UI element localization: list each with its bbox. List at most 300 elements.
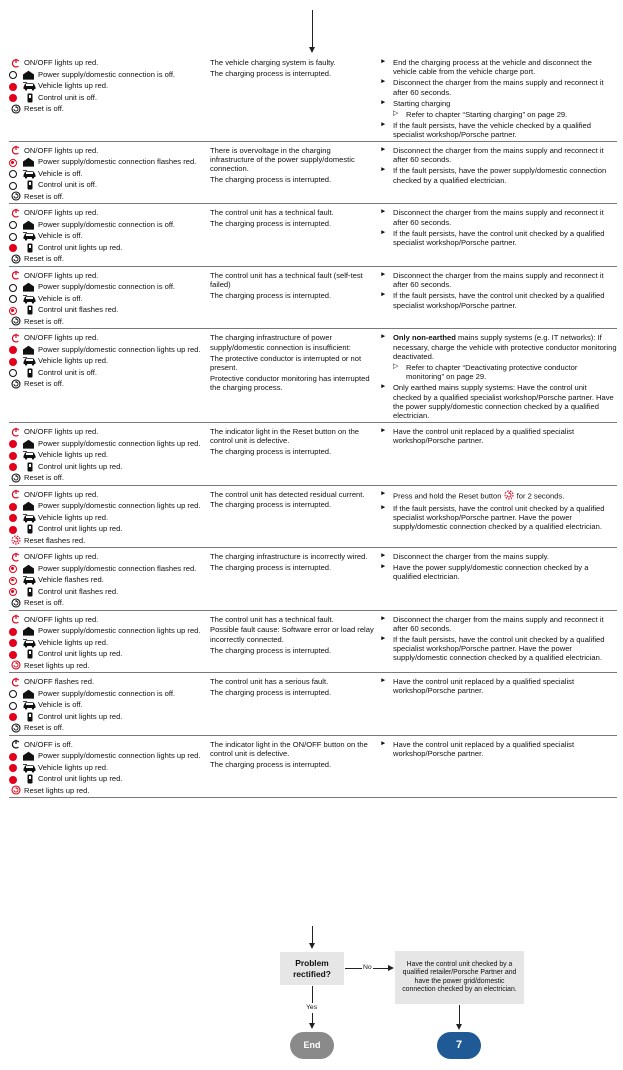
fault-table [9, 54, 617, 798]
red-dot-icon [9, 83, 17, 91]
fault-row [9, 142, 617, 205]
cause-text: The charging process is interrupted. [210, 175, 332, 185]
car-icon [22, 450, 37, 460]
remedy-text-main: Refer to chapter “Starting charging” on page 29. [406, 109, 568, 119]
red-dot-icon [9, 713, 17, 721]
cross-reference [393, 363, 617, 382]
status-indicator-dot [9, 294, 20, 305]
control-unit-icon [22, 462, 37, 472]
remedy-column [380, 552, 617, 610]
status-text: Power supply/domestic connection is off. [38, 688, 176, 698]
remedy-text-main: Disconnect the charger from the mains supply and reconnect it after 60 seconds. [393, 208, 604, 227]
power-button-icon [9, 146, 22, 155]
remedy-text [393, 166, 617, 185]
remedy-step [380, 58, 617, 77]
reference-arrow-icon: ▷ [393, 109, 399, 117]
cause-column [210, 333, 380, 422]
red-dot-icon [9, 94, 17, 102]
control-unit-icon [22, 305, 37, 315]
off-dot-icon [9, 690, 17, 698]
status-text: Reset lights up red. [24, 660, 90, 670]
status-indicator-dot [9, 81, 20, 92]
cause-column [210, 146, 380, 204]
status-line-onoff [9, 677, 206, 689]
cross-reference [393, 110, 617, 119]
status-text: ON/OFF lights up red. [24, 208, 99, 218]
bullet-arrow-icon: ► [380, 333, 387, 341]
status-indicator-dot [9, 220, 20, 231]
indicator-status-column [9, 615, 210, 673]
remedy-step [380, 740, 617, 759]
status-text: ON/OFF lights up red. [24, 58, 99, 67]
bullet-arrow-icon: ► [380, 427, 387, 435]
bullet-arrow-icon: ► [380, 208, 387, 216]
status-indicator-dot [9, 587, 20, 598]
remedy-text [393, 146, 617, 165]
off-dot-icon [9, 182, 17, 190]
car-icon [22, 231, 37, 241]
status-line-onoff [9, 552, 206, 564]
cause-column [210, 208, 380, 266]
cause-text: The indicator light in the ON/OFF button on the control unit is defective. [210, 739, 368, 758]
status-line-vehicle [9, 700, 206, 712]
cause-column [210, 427, 380, 485]
status-text: Control unit lights up red. [38, 524, 123, 534]
bullet-arrow-icon: ► [380, 120, 387, 128]
red-dot-icon [9, 358, 17, 366]
remedy-text-main: If the fault persists, have the power supply/domestic connection checked by a qualified electrician. [393, 166, 607, 185]
car-icon [22, 294, 37, 304]
decision-in-arrowhead [309, 943, 315, 949]
cause-text: The control unit has a technical fault (self-test failed) [210, 270, 363, 290]
house-icon [22, 282, 37, 292]
cause-column [210, 490, 380, 548]
remedy-step [380, 166, 617, 185]
status-line-vehicle [9, 81, 206, 93]
house-icon [22, 220, 37, 230]
status-line-reset [9, 192, 206, 204]
reset-button-icon [9, 104, 22, 113]
remedy-step [380, 677, 617, 696]
status-text: Vehicle lights up red. [38, 356, 109, 366]
status-line-vehicle [9, 638, 206, 650]
house-icon [22, 157, 37, 167]
status-text: Reset lights up red. [24, 785, 90, 795]
status-line-power [9, 345, 206, 357]
red-dot-icon [9, 526, 17, 534]
status-text: Power supply/domestic connection lights up red. [38, 501, 201, 511]
cause-column [210, 58, 380, 141]
remedy-text-main: Only earthed mains supply systems: Have the control unit checked by a qualified specialist workshop/Porsche partner. Have the power supply/domestic connection checked by a qualified electrician. [393, 383, 614, 421]
control-unit-icon [22, 587, 37, 597]
status-text: Power supply/domestic connection flashes red. [38, 157, 197, 167]
status-line-control [9, 93, 206, 105]
cause-text: The indicator light in the Reset button on the control unit is defective. [210, 427, 360, 446]
house-icon [22, 345, 37, 355]
remedy-column [380, 427, 617, 485]
remedy-text-main: Have the control unit replaced by a qualified specialist workshop/Porsche partner. [393, 677, 575, 696]
reset-button-icon [9, 317, 22, 326]
yes-branch-arrowhead [309, 1023, 315, 1029]
remedy-text-main: End the charging process at the vehicle and disconnect the vehicle cable from the vehicle charge port. [393, 58, 592, 77]
status-line-onoff [9, 208, 206, 220]
reset-button-icon [9, 723, 22, 732]
status-line-power [9, 501, 206, 513]
cause-column [210, 552, 380, 610]
status-indicator-dot [9, 180, 20, 191]
remedy-step [380, 146, 617, 165]
remedy-text [393, 208, 617, 227]
control-unit-icon [22, 243, 37, 253]
status-indicator-dot [9, 626, 20, 637]
bullet-arrow-icon: ► [380, 383, 387, 391]
status-text: Power supply/domestic connection lights up red. [38, 438, 201, 448]
status-line-reset [9, 254, 206, 266]
status-text: ON/OFF lights up red. [24, 489, 99, 499]
cause-text: Possible fault cause: Software error or load relay incorrectly connected. [210, 625, 374, 644]
power-button-icon [9, 490, 22, 499]
status-text: ON/OFF lights up red. [24, 333, 99, 343]
action-out-line [459, 1005, 460, 1025]
status-text: Power supply/domestic connection is off. [38, 219, 176, 229]
status-line-onoff [9, 146, 206, 158]
status-text: Control unit is off. [38, 180, 97, 190]
off-dot-icon [9, 221, 17, 229]
status-line-onoff [9, 490, 206, 502]
red-dot-icon [9, 639, 17, 647]
cause-text: There is overvoltage in the charging infrastructure of the power supply/domestic connection. [210, 145, 355, 174]
status-line-control [9, 587, 206, 599]
cause-text: The charging process is interrupted. [210, 219, 332, 229]
power-button-icon [9, 740, 22, 749]
remedy-step [380, 271, 617, 290]
status-text: Reset is off. [24, 379, 64, 389]
status-indicator-dot [9, 345, 20, 356]
remedy-step [380, 635, 617, 663]
status-text: ON/OFF flashes red. [24, 677, 95, 687]
status-line-vehicle [9, 575, 206, 587]
flashing-dot-icon [9, 565, 17, 573]
bullet-arrow-icon: ► [380, 739, 387, 747]
status-indicator-dot [9, 524, 20, 535]
reset-button-icon [9, 661, 22, 670]
status-line-control [9, 712, 206, 724]
red-dot-icon [9, 346, 17, 354]
red-dot-icon [9, 776, 17, 784]
status-line-vehicle [9, 356, 206, 368]
status-text: ON/OFF is off. [24, 739, 73, 749]
cause-text: The charging process is interrupted. [210, 562, 332, 572]
remedy-column [380, 740, 617, 798]
bullet-arrow-icon: ► [380, 552, 387, 560]
status-indicator-dot [9, 763, 20, 774]
reset-button-icon [9, 786, 22, 795]
status-indicator-dot [9, 93, 20, 104]
remedy-text-main: Starting charging [393, 98, 451, 108]
cause-text: The charging process is interrupted. [210, 447, 332, 457]
bullet-arrow-icon: ► [380, 145, 387, 153]
bullet-arrow-icon: ► [380, 677, 387, 685]
remedy-step [380, 563, 617, 582]
status-indicator-dot [9, 439, 20, 450]
reset-button-icon [9, 536, 22, 545]
cause-text: The charging process is interrupted. [210, 500, 332, 510]
status-indicator-dot [9, 700, 20, 711]
status-text: Reset is off. [24, 191, 64, 201]
remedy-text-main: If the fault persists, have the control unit checked by a qualified specialist workshop/Porsche partner. [393, 228, 605, 248]
status-line-power [9, 439, 206, 451]
reference-arrow-icon: ▷ [393, 363, 399, 371]
remedy-text-main: Have the power supply/domestic connection checked by a qualified electrician. [393, 563, 589, 582]
status-text: ON/OFF lights up red. [24, 270, 99, 280]
control-unit-icon [22, 774, 37, 784]
cause-text: The control unit has a serious fault. [210, 677, 329, 687]
power-button-icon [9, 427, 22, 436]
car-icon [22, 356, 37, 366]
status-indicator-dot [9, 712, 20, 723]
status-line-power [9, 564, 206, 576]
remedy-column [380, 271, 617, 329]
remedy-text [393, 504, 617, 532]
status-text: ON/OFF lights up red. [24, 145, 99, 155]
bullet-arrow-icon: ► [380, 291, 387, 299]
reset-button-icon [9, 379, 22, 388]
red-dot-icon [9, 764, 17, 772]
bullet-arrow-icon: ► [380, 634, 387, 642]
status-line-reset [9, 317, 206, 329]
status-indicator-dot [9, 774, 20, 785]
cause-text: The control unit has detected residual current. [210, 489, 365, 499]
remedy-step [380, 615, 617, 634]
remedy-column [380, 615, 617, 673]
status-line-onoff [9, 271, 206, 283]
action-box-check: Have the control unit checked by a qualified retailer/Porsche Partner and have the power grid/domestic connection checked by an electrician. [395, 951, 524, 1004]
red-dot-icon [9, 514, 17, 522]
status-text: Control unit lights up red. [38, 649, 123, 659]
status-line-onoff [9, 333, 206, 345]
bullet-arrow-icon: ► [380, 270, 387, 278]
house-icon [22, 689, 37, 699]
status-text: Reset is off. [24, 598, 64, 608]
car-icon [22, 169, 37, 179]
remedy-column [380, 333, 617, 422]
remedy-text [393, 552, 617, 561]
status-line-reset [9, 661, 206, 673]
cause-text: The control unit has a technical fault. [210, 614, 334, 624]
fault-row [9, 736, 617, 799]
remedy-step [380, 490, 617, 502]
status-indicator-dot [9, 450, 20, 461]
cause-text: The charging process is interrupted. [210, 645, 332, 655]
red-dot-icon [9, 753, 17, 761]
remedy-text-main: Disconnect the charger from the mains supply. [393, 552, 550, 562]
step-7-terminal: 7 [437, 1032, 481, 1059]
reset-button-icon [9, 192, 22, 201]
status-line-vehicle [9, 169, 206, 181]
no-branch-arrowhead [388, 965, 394, 971]
remedy-text [393, 78, 617, 97]
status-line-power [9, 626, 206, 638]
remedy-text [393, 99, 617, 108]
status-indicator-dot [9, 689, 20, 700]
remedy-text [406, 363, 617, 382]
status-text: Vehicle lights up red. [38, 637, 109, 647]
remedy-step [380, 99, 617, 108]
status-line-onoff [9, 427, 206, 439]
status-text: Control unit lights up red. [38, 242, 123, 252]
power-button-icon [9, 552, 22, 561]
red-dot-icon [9, 440, 17, 448]
off-dot-icon [9, 233, 17, 241]
indicator-status-column [9, 208, 210, 266]
status-text: Reset is off. [24, 104, 64, 113]
status-line-power [9, 70, 206, 82]
remedy-text [393, 333, 617, 361]
no-label: No [363, 963, 372, 971]
status-text: Power supply/domestic connection is off. [38, 282, 176, 292]
flashing-dot-icon [9, 159, 17, 167]
red-dot-icon [9, 244, 17, 252]
status-indicator-dot [9, 305, 20, 316]
remedy-text [393, 615, 617, 634]
status-indicator-dot [9, 564, 20, 575]
status-text: Control unit lights up red. [38, 711, 123, 721]
status-text: Vehicle is off. [38, 168, 83, 178]
status-text: Power supply/domestic connection lights up red. [38, 751, 201, 761]
indicator-status-column [9, 271, 210, 329]
status-text: Vehicle lights up red. [38, 762, 109, 772]
status-indicator-dot [9, 368, 20, 379]
cause-column [210, 271, 380, 329]
remedy-step [380, 383, 617, 420]
status-indicator-dot [9, 638, 20, 649]
status-line-control [9, 524, 206, 536]
remedy-step [380, 291, 617, 310]
cause-text: The vehicle charging system is faulty. [210, 58, 336, 67]
status-line-reset [9, 473, 206, 485]
status-text: ON/OFF lights up red. [24, 614, 99, 624]
status-text: Vehicle is off. [38, 231, 83, 241]
status-line-power [9, 157, 206, 169]
status-indicator-dot [9, 70, 20, 81]
remedy-text-rest: mains supply systems (e.g. IT networks): If necessary, charge the vehicle with protective conductor monitoring deactivated. [393, 333, 617, 361]
top-flow-arrow [312, 10, 313, 48]
cause-text: The charging process is interrupted. [210, 68, 332, 78]
reset-button-icon [9, 254, 22, 263]
control-unit-icon [22, 180, 37, 190]
remedy-text-main: If the fault persists, have the control unit checked by a qualified specialist workshop/Porsche partner. Have the power supply/domestic connection checked by a qualified electrician. [393, 634, 605, 663]
top-flow-arrowhead [309, 47, 315, 53]
status-text: Vehicle flashes red. [38, 575, 104, 585]
end-terminal: End [290, 1032, 334, 1059]
fault-row [9, 204, 617, 267]
house-icon [22, 751, 37, 761]
remedy-text [393, 563, 617, 582]
status-indicator-dot [9, 751, 20, 762]
red-dot-icon [9, 651, 17, 659]
remedy-column [380, 677, 617, 735]
bullet-arrow-icon: ► [380, 98, 387, 106]
remedy-step [380, 333, 617, 361]
status-line-onoff [9, 58, 206, 70]
status-text: Reset is off. [24, 254, 64, 264]
status-line-control [9, 462, 206, 474]
status-line-control [9, 305, 206, 317]
status-text: Control unit is off. [38, 367, 97, 377]
status-text: Vehicle lights up red. [38, 450, 109, 460]
remedy-text-main: Refer to chapter “Deactivating protective conductor monitoring” on page 29. [406, 363, 578, 382]
status-line-vehicle [9, 294, 206, 306]
cause-text: Protective conductor monitoring has interrupted the charging process. [210, 373, 370, 392]
remedy-step [380, 504, 617, 532]
status-text: Reset is off. [24, 723, 64, 733]
remedy-text [393, 635, 617, 663]
status-indicator-dot [9, 231, 20, 242]
indicator-status-column [9, 427, 210, 485]
car-icon [22, 81, 37, 91]
status-text: Reset flashes red. [24, 535, 86, 545]
status-text: Control unit lights up red. [38, 461, 123, 471]
control-unit-icon [22, 524, 37, 534]
off-dot-icon [9, 702, 17, 710]
bullet-arrow-icon: ► [380, 563, 387, 571]
bullet-arrow-icon: ► [380, 503, 387, 511]
remedy-text-main: Disconnect the charger from the mains supply and reconnect it after 60 seconds. [393, 270, 604, 290]
house-icon [22, 564, 37, 574]
reset-button-icon [9, 473, 22, 482]
cause-column [210, 740, 380, 798]
status-text: Control unit flashes red. [38, 305, 119, 315]
status-text: Power supply/domestic connection lights up red. [38, 626, 201, 636]
bullet-arrow-icon: ► [380, 78, 387, 86]
fault-row [9, 267, 617, 330]
status-text: Vehicle is off. [38, 700, 83, 710]
remedy-text [393, 383, 617, 420]
red-dot-icon [9, 463, 17, 471]
power-button-icon [9, 333, 22, 342]
red-dot-icon [9, 452, 17, 460]
bullet-arrow-icon: ► [380, 58, 387, 65]
status-line-control [9, 649, 206, 661]
status-text: Power supply/domestic connection lights up red. [38, 344, 201, 354]
remedy-text [393, 271, 617, 290]
remedy-text-main: Disconnect the charger from the mains supply and reconnect it after 60 seconds. [393, 145, 604, 165]
status-indicator-dot [9, 169, 20, 180]
remedy-text-main: If the fault persists, have the control unit checked by a qualified specialist workshop/Porsche partner. Have the power supply/domestic connection checked by a qualified electrician. [393, 503, 605, 532]
red-dot-icon [9, 503, 17, 511]
fault-row [9, 548, 617, 611]
cause-text: The protective conductor is interrupted or not present. [210, 353, 362, 372]
car-icon [22, 700, 37, 710]
remedy-step [380, 552, 617, 561]
status-line-reset [9, 104, 206, 116]
bullet-arrow-icon: ► [380, 614, 387, 622]
remedy-text [393, 490, 617, 502]
bullet-arrow-icon: ► [380, 489, 387, 497]
status-text: Reset is off. [24, 473, 64, 483]
car-icon [22, 763, 37, 773]
emphasis-text: Only non-earthed [393, 333, 456, 343]
status-line-reset [9, 598, 206, 610]
control-unit-icon [22, 712, 37, 722]
status-text: ON/OFF lights up red. [24, 552, 99, 562]
status-line-power [9, 282, 206, 294]
cause-text: The charging infrastructure is incorrectly wired. [210, 552, 368, 562]
fault-row [9, 611, 617, 674]
remedy-column [380, 490, 617, 548]
flashing-dot-icon [9, 307, 17, 315]
control-unit-icon [22, 368, 37, 378]
